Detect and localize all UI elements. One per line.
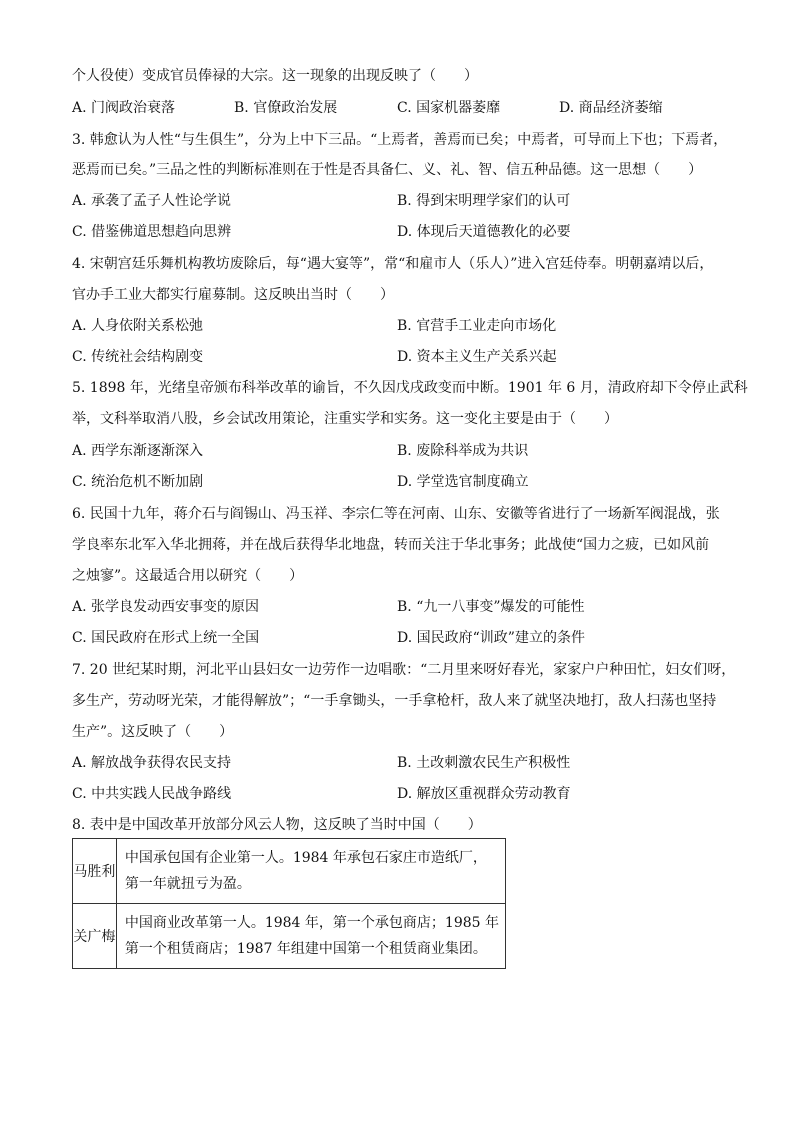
q6-option-d[interactable]: D. 国民政府“训政”建立的条件 (397, 630, 585, 646)
q4-options-row-1 (72, 316, 722, 336)
q6-option-b[interactable]: B. “九一八事变”爆发的可能性 (397, 599, 585, 615)
q2-option-d[interactable]: D. 商品经济萎缩 (559, 100, 663, 116)
q4-option-c[interactable]: C. 传统社会结构剧变 (72, 349, 204, 365)
q3-option-d[interactable]: D. 体现后天道德教化的必要 (397, 224, 571, 240)
reform-figures-table (72, 838, 506, 969)
q7-option-b[interactable]: B. 土改刺激农民生产积极性 (397, 755, 571, 771)
q7-option-c[interactable]: C. 中共实践人民战争路线 (72, 786, 232, 802)
q3-stem-line-1: 3. 韩愈认为人性“与生俱生”，分为上中下三品。“上焉者，善焉而已矣；中焉者，可导而上下也；下焉者， (72, 132, 728, 148)
table-cell-desc (116, 839, 505, 904)
q6-stem-line-1: 6. 民国十九年，蒋介石与阎锡山、冯玉祥、李宗仁等在河南、山东、安徽等省进行了一场新军阀混战，张 (72, 506, 720, 522)
table-row (73, 839, 506, 904)
q3-stem-line-2: 恶焉而已矣。”三品之性的判断标准则在于性是否具备仁、义、礼、智、信五种品德。这一思想（ ） (72, 162, 703, 178)
table-desc-line: 中国商业改革第一人。1984 年，第一个承包商店；1985 年 (124, 915, 499, 931)
q6-option-a[interactable]: A. 张学良发动西安事变的原因 (72, 599, 260, 615)
q4-options-row-2 (72, 347, 722, 367)
q7-stem-line-3: 生产”。这反映了（ ） (72, 724, 234, 740)
table-cell-name: 马胜利 (73, 839, 117, 904)
q7-stem-line-1: 7. 20 世纪某时期，河北平山县妇女一边劳作一边唱歌：“二月里来呀好春光，家家户户种田忙，妇女们呀， (72, 662, 736, 678)
q4-stem-line-1: 4. 宋朝宫廷乐舞机构教坊废除后，每“遇大宴等”，常“和雇市人（乐人）”进入宫廷侍奉。明朝嘉靖以后， (72, 256, 714, 272)
q3-options-row-2 (72, 222, 722, 242)
q3-option-b[interactable]: B. 得到宋明理学家们的认可 (397, 193, 571, 209)
q5-stem-line-1: 5. 1898 年，光绪皇帝颁布科举改革的谕旨，不久因戊戌政变而中断。1901 年 6 月，清政府却下令停止武科 (72, 380, 748, 396)
q2-option-a[interactable]: A. 门阀政治衰落 (72, 100, 176, 116)
table-row (73, 904, 506, 969)
q2-stem-tail: 个人役使）变成官员俸禄的大宗。这一现象的出现反映了（ ） (72, 68, 478, 84)
table-cell-desc (116, 904, 505, 969)
q6-option-c[interactable]: C. 国民政府在形式上统一全国 (72, 630, 260, 646)
q4-stem-line-2: 官办手工业大都实行雇募制。这反映出当时（ ） (72, 287, 394, 303)
q4-option-a[interactable]: A. 人身依附关系松弛 (72, 318, 204, 334)
q6-stem-line-3: 之烛寥”。这最适合用以研究（ ） (72, 568, 304, 584)
table-desc-line: 第一年就扭亏为盈。 (124, 876, 251, 892)
q7-options-row-1 (72, 753, 722, 773)
q7-option-d[interactable]: D. 解放区重视群众劳动教育 (397, 786, 571, 802)
q6-options-row-1 (72, 597, 722, 617)
q7-options-row-2 (72, 784, 722, 804)
q2-option-c[interactable]: C. 国家机器萎靡 (397, 100, 501, 116)
q5-options-row-2 (72, 472, 722, 492)
table-cell-name: 关广梅 (73, 904, 117, 969)
q5-stem-line-2: 举，文科举取消八股，乡会试改用策论，注重实学和实务。这一变化主要是由于（ ） (72, 411, 618, 427)
q3-option-c[interactable]: C. 借鉴佛道思想趋向思辨 (72, 224, 232, 240)
q2-options (72, 98, 722, 118)
q5-options-row-1 (72, 441, 722, 461)
q5-option-b[interactable]: B. 废除科举成为共识 (397, 443, 529, 459)
q7-option-a[interactable]: A. 解放战争获得农民支持 (72, 755, 232, 771)
q3-options-row-1 (72, 191, 722, 211)
q2-option-b[interactable]: B. 官僚政治发展 (234, 100, 338, 116)
table-desc-line: 中国承包国有企业第一人。1984 年承包石家庄市造纸厂， (124, 850, 487, 866)
q4-option-b[interactable]: B. 官营手工业走向市场化 (397, 318, 557, 334)
q7-stem-line-2: 多生产，劳动呀光荣，才能得解放”；“一手拿锄头，一手拿枪杆，敌人来了就坚决地打，敌人扫荡也坚持 (72, 693, 717, 709)
q4-option-d[interactable]: D. 资本主义生产关系兴起 (397, 349, 557, 365)
q5-option-d[interactable]: D. 学堂选官制度确立 (397, 474, 529, 490)
q6-stem-line-2: 学良率东北军入华北拥蒋，并在战后获得华北地盘，转而关注于华北事务；此战使“国力之疲，已如风前 (72, 537, 710, 553)
q5-option-a[interactable]: A. 西学东渐逐渐深入 (72, 443, 204, 459)
q6-options-row-2 (72, 628, 722, 648)
q5-option-c[interactable]: C. 统治危机不断加剧 (72, 474, 204, 490)
table-desc-line: 第一个租赁商店；1987 年组建中国第一个租赁商业集团。 (124, 941, 487, 957)
q8-stem: 8. 表中是中国改革开放部分风云人物，这反映了当时中国（ ） (72, 817, 482, 833)
q3-option-a[interactable]: A. 承袭了孟子人性论学说 (72, 193, 232, 209)
